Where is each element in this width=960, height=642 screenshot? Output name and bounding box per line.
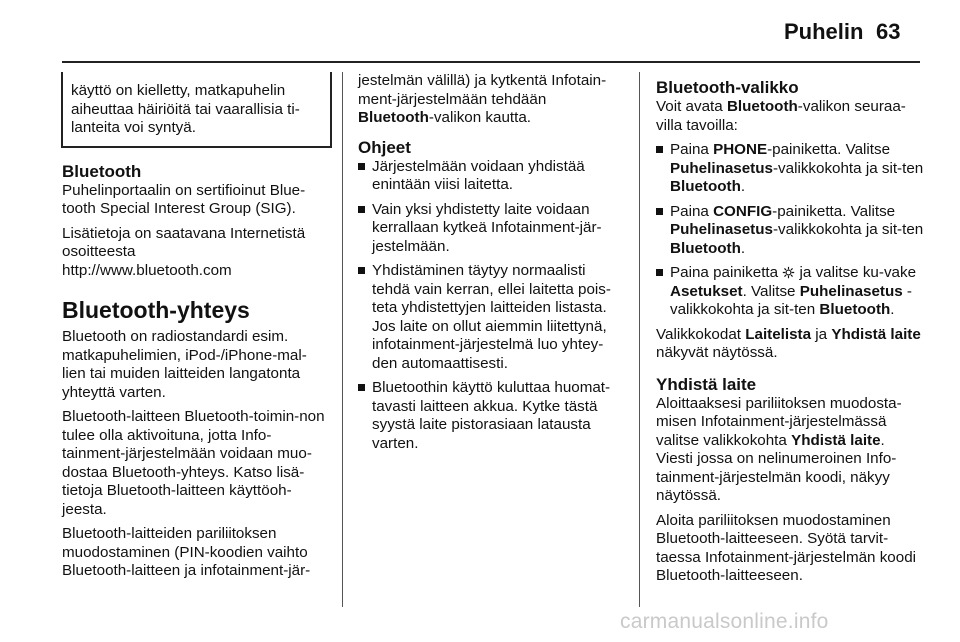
list-item [358,201,626,257]
column-3 [656,72,924,592]
bullet-icon [656,269,663,276]
text-run: -valikkokohta ja sit-ten [772,159,924,177]
list-item [358,262,626,373]
paragraph [656,326,924,363]
menu-name: Puhelinasetus [670,221,773,238]
section-heading-ohjeet: Ohjeet [358,137,411,157]
url-text: http://www.bluetooth.com [62,261,232,279]
section-heading-bluetooth-yhteys: Bluetooth-yhteys [62,297,250,323]
list-item [656,203,924,259]
steps-list [656,141,924,320]
text-run: jestelmän välillä) ja kytkentä Infotain-ment-järjestelmään tehdään [358,72,607,108]
watermark-text: carmanualsonline.info [620,610,829,633]
menu-name: Bluetooth [358,109,429,126]
text-run: ja [811,325,832,343]
section-heading-yhdista-laite: Yhdistä laite [656,374,757,394]
text-run: ja valitse ku-vake [795,264,917,281]
text-run: -valikon seuraa-villa tavoilla: [656,98,906,134]
button-name: PHONE [713,141,768,158]
paragraph: Lisätietoja on saatavana Internetistä osoitteesta [62,224,306,260]
bullet-icon [358,206,365,213]
notes-list [358,158,626,454]
list-item [656,264,924,320]
text-run: . [740,178,746,195]
text-run: . Viesti jossa on nelinumeroinen Info-tainment-järjestelmän koodi, näkyy näytössä. [656,431,897,504]
column-1 [62,72,328,587]
text-run: Aloittaaksesi pariliitoksen muodosta-misen Infotainment-järjestelmässä valitse valikkokohta [656,394,902,449]
menu-name: Asetukset [670,282,743,300]
list-item-text: Järjestelmään voidaan yhdistää enintään viisi laitetta. [372,157,585,193]
list-item [358,158,626,195]
page-number: 63 [876,19,901,44]
page-header-title: Puhelin [784,19,864,44]
text-run: Paina painiketta [670,264,783,281]
paragraph [656,395,924,506]
menu-name: Yhdistä laite [791,431,881,449]
text-run: näkyvät näytössä. [656,344,778,361]
bullet-icon [656,208,663,215]
list-item-text: Vain yksi yhdistetty laite voidaan kerrallaan kytkeä Infotainment-jär-jestelmään. [372,200,602,255]
column-divider [639,72,640,607]
paragraph [656,98,924,135]
header-rule [62,61,920,63]
settings-gear-icon [782,266,795,279]
menu-name: Laitelista [745,325,812,343]
menu-name: Yhdistä laite [831,325,921,343]
text-run: . [740,239,746,257]
warning-line: aiheuttaa häiriöitä tai vaarallisia ti- [71,100,300,118]
column-2 [358,72,626,459]
text-run: Voit avata [656,98,727,115]
text-run: Paina [670,141,714,158]
bullet-icon [358,384,365,391]
menu-name: Bluetooth [670,239,741,257]
menu-name: Puhelinasetus [670,159,773,177]
section-heading-bluetooth-valikko: Bluetooth-valikko [656,78,799,97]
warning-line: käyttö on kielletty, matkapuhelin [71,82,286,99]
bullet-icon [358,267,365,274]
text-run: -painiketta. Valitse [767,141,891,158]
menu-name: Puhelinasetus [799,282,903,300]
menu-name: Bluetooth [726,98,798,115]
paragraph: Bluetooth-laitteiden pariliitoksen muodostaminen (PIN-koodien vaihto Bluetooth-laitteen ja infotainment-jär- [62,525,311,579]
bullet-icon [358,163,365,170]
text-run: Valikkokodat [656,325,746,343]
list-item-text: Bluetoothin käyttö kuluttaa huomat-tavasti laitteen akkua. Kytke tästä syystä laite pistorasiaan latausta varten. [372,379,611,452]
menu-name: Bluetooth [819,301,891,318]
text-run: -valikon kautta. [428,109,532,126]
bullet-icon [656,146,663,153]
section-heading-bluetooth: Bluetooth [62,161,142,181]
text-run: . [890,301,895,318]
text-run: -painiketta. Valitse [772,202,896,220]
paragraph: Bluetooth on radiostandardi esim. matkapuhelimien, iPod-/iPhone-mal-lien tai muiden laitteiden langatonta yhteyttä varten. [62,328,307,401]
text-run: -valikkokohta ja sit-ten [670,282,912,318]
button-name: CONFIG [713,202,773,220]
paragraph: Puhelinportaalin on sertifioinut Blue-tooth Special Interest Group (SIG). [62,181,306,217]
warning-box [61,72,332,148]
list-item-text: Yhdistäminen täytyy normaalisti tehdä vain kerran, ellei laitetta pois-teta yhdistettyjen laitteiden listasta. Jos laite on ollut aiemmin liitettynä, infotainment-järjestelmä luo yhtey-den automaattisesti. [372,262,611,372]
column-divider [342,72,343,607]
text-run: -valikkokohta ja sit-ten [772,221,924,238]
menu-name: Bluetooth [670,178,741,195]
text-run: . Valitse [742,282,800,300]
paragraph: Aloita pariliitoksen muodostaminen Bluetooth-laitteeseen. Syötä tarvit-taessa Infotainment-järjestelmän koodi Bluetooth-laitteeseen. [656,511,917,584]
paragraph: Bluetooth-laitteen Bluetooth-toimin-non tulee olla aktivoituna, jotta Info-tainment-järjestelmään voidaan muo-dostaa Bluetooth-yhteys. Katso lisä-tietoja Bluetooth-laitteen käyttöoh-jeesta. [62,408,325,518]
list-item [358,379,626,453]
text-run: Paina [670,202,714,220]
paragraph [358,72,626,128]
list-item [656,141,924,197]
warning-line: lanteita voi syntyä. [71,119,196,136]
